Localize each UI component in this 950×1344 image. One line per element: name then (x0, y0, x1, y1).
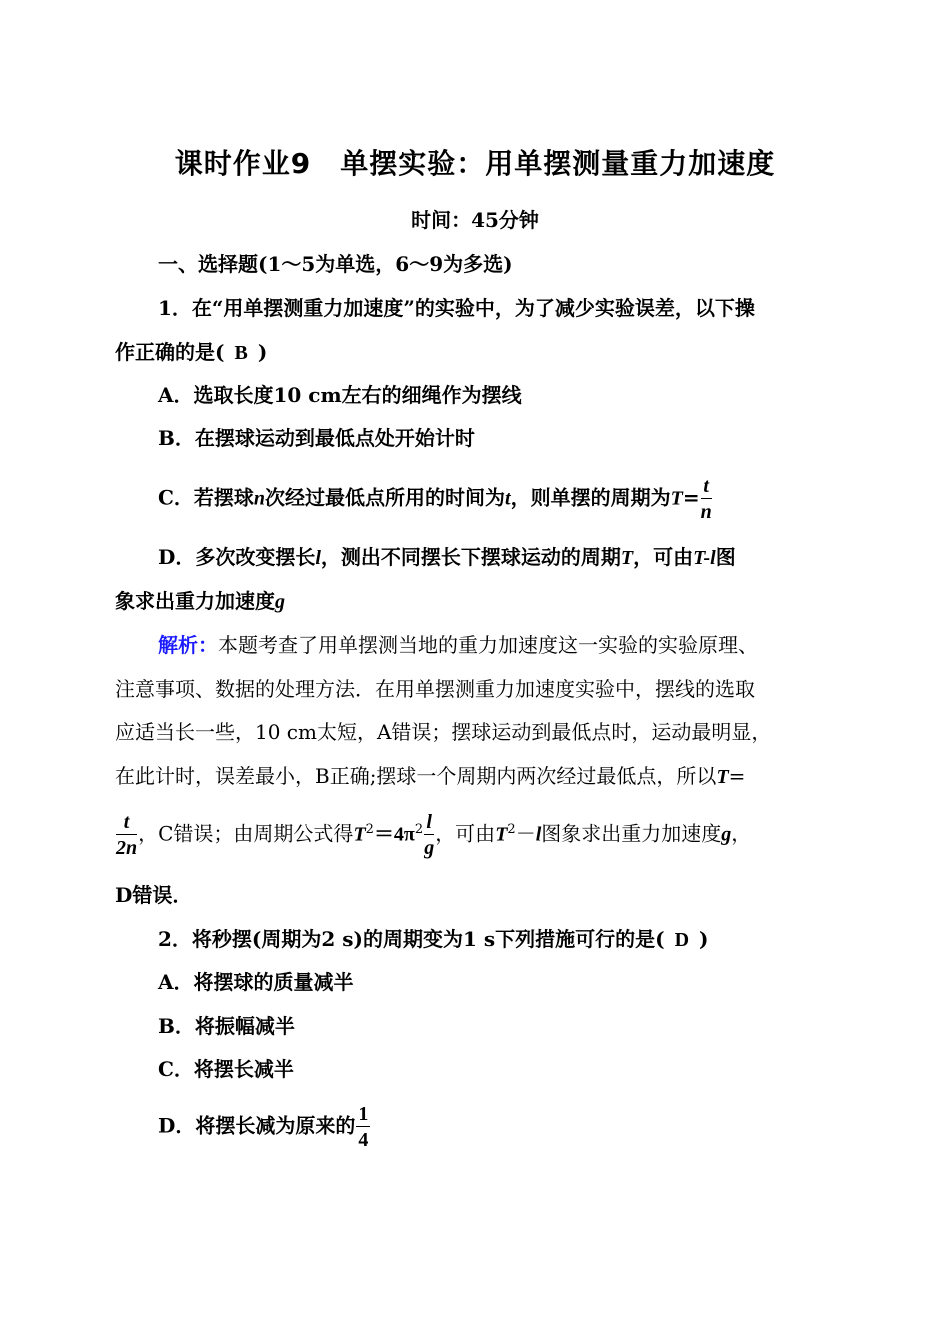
q1-stem-line2: 作正确的是( B ) (115, 340, 268, 364)
time-label: 时间：45分钟 (411, 208, 539, 232)
analysis-line3: 应适当长一些，10 cm太短，A错误；摆球运动到最低点时，运动最明显， (115, 720, 772, 744)
q1-option-a: A．选取长度10 cm左右的细绳作为摆线 (158, 383, 522, 407)
q2-option-a: A．将摆球的质量减半 (158, 970, 354, 994)
analysis-line5: $\frac{t}{2n}$ ，C错误；由周期公式得$T^2=4\pi^2$ $\frac{l}{g}$ ，可由$T^2-l$图象求出重力加速度g， (116, 811, 752, 859)
analysis-fraction-t-2n: $\frac{t}{2n}$ (116, 811, 138, 859)
analysis-label: 解析： (158, 633, 218, 657)
q1-option-d-line1: D．多次改变摆长l，测出不同摆长下摆球运动的周期T，可由T-l图 (158, 545, 736, 569)
q2-answer: D (674, 929, 690, 951)
page-title: 课时作业9 单摆实验：用单摆测量重力加速度 (174, 147, 776, 180)
q2-stem: 2．将秒摆(周期为2 s)的周期变为1 s下列措施可行的是( D ) (158, 927, 709, 951)
q2-option-d-fraction: $\frac{1}{4}$ (358, 1103, 369, 1151)
analysis-line2: 注意事项、数据的处理方法．在用单摆测重力加速度实验中，摆线的选取 (115, 677, 755, 701)
analysis-line4: 在此计时，误差最小，B正确;摆球一个周期内两次经过最低点，所以T= (115, 764, 746, 788)
q1-option-b: B．在摆球运动到最低点处开始计时 (158, 426, 475, 450)
q1-answer: B (234, 342, 248, 364)
q2-option-d: D．将摆长减为原来的 $\frac{1}{4}$ (158, 1103, 369, 1151)
q2-option-c: C．将摆长减半 (158, 1057, 294, 1081)
q1-stem-line1: 1．在“用单摆测重力加速度”的实验中，为了减少实验误差，以下操 (158, 296, 755, 320)
section-heading: 一、选择题(1～5为单选，6～9为多选) (158, 252, 513, 276)
q1-option-d-line2: 象求出重力加速度g (115, 589, 285, 613)
analysis-line1: 解析：本题考查了用单摆测当地的重力加速度这一实验的实验原理、 (158, 633, 758, 657)
analysis-line6: D错误． (115, 883, 193, 907)
q1-option-c-fraction: $\frac{t}{n}$ (700, 475, 712, 523)
q1-option-c: C．若摆球n次经过最低点所用的时间为t，则单摆的周期为T= $\frac{t}{n}$ (158, 475, 712, 523)
analysis-fraction-l-g: $\frac{l}{g}$ (424, 811, 435, 859)
q2-option-b: B．将振幅减半 (158, 1014, 295, 1038)
